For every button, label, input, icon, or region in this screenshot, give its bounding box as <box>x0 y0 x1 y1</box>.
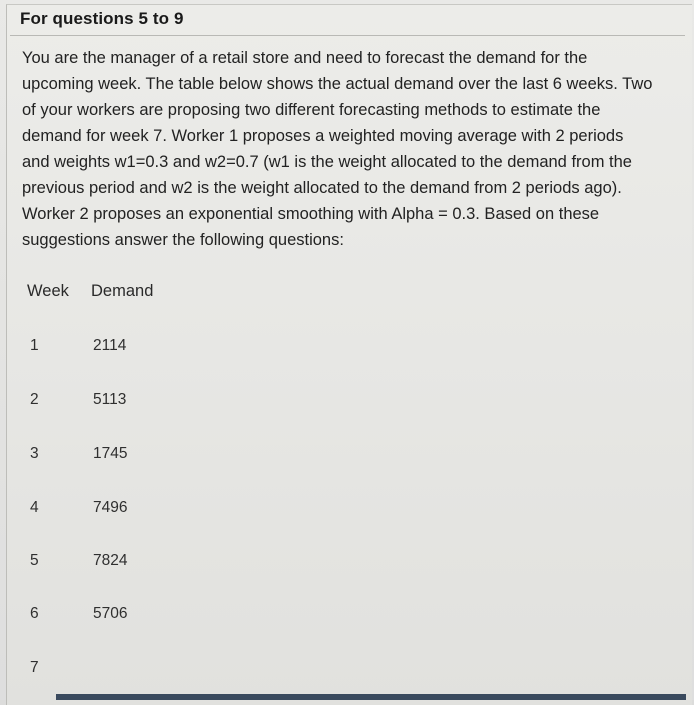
demand-cell: 2114 <box>93 337 127 354</box>
statement-line: Worker 2 proposes an exponential smoothing with Alpha = 0.3. Based on these <box>22 205 600 223</box>
demand-column-header: Demand <box>91 282 154 300</box>
table-row <box>0 391 300 413</box>
table-row <box>0 499 300 521</box>
demand-cell: 5706 <box>93 605 128 622</box>
table-row <box>0 605 300 627</box>
demand-cell: 7496 <box>93 499 128 516</box>
problem-statement <box>22 45 672 253</box>
statement-line: suggestions answer the following questions: <box>22 231 344 249</box>
table-row <box>0 445 300 467</box>
demand-cell: 1745 <box>93 445 128 462</box>
table-row <box>0 552 300 574</box>
week-column-header: Week <box>27 282 69 300</box>
statement-line: demand for week 7. Worker 1 proposes a weighted moving average with 2 periods <box>22 127 624 145</box>
week-cell: 5 <box>30 552 39 569</box>
week-cell: 7 <box>30 659 39 676</box>
demand-cell: 7824 <box>93 552 128 569</box>
statement-line: upcoming week. The table below shows the actual demand over the last 6 weeks. Two <box>22 75 653 93</box>
demand-cell: 5113 <box>93 391 127 408</box>
table-row <box>0 659 300 681</box>
statement-line: previous period and w2 is the weight allocated to the demand from 2 periods ago). <box>22 179 622 197</box>
bottom-edge-strip <box>56 694 686 700</box>
statement-line: You are the manager of a retail store and need to forecast the demand for the <box>22 49 588 67</box>
statement-line: of your workers are proposing two different forecasting methods to estimate the <box>22 101 601 119</box>
week-cell: 2 <box>30 391 39 408</box>
statement-line: and weights w1=0.3 and w2=0.7 (w1 is the weight allocated to the demand from the <box>22 153 632 171</box>
week-cell: 4 <box>30 499 39 516</box>
section-heading: For questions 5 to 9 <box>20 9 184 28</box>
week-cell: 3 <box>30 445 39 462</box>
week-cell: 1 <box>30 337 39 354</box>
table-row <box>0 337 300 359</box>
header-divider <box>10 35 685 36</box>
week-cell: 6 <box>30 605 39 622</box>
